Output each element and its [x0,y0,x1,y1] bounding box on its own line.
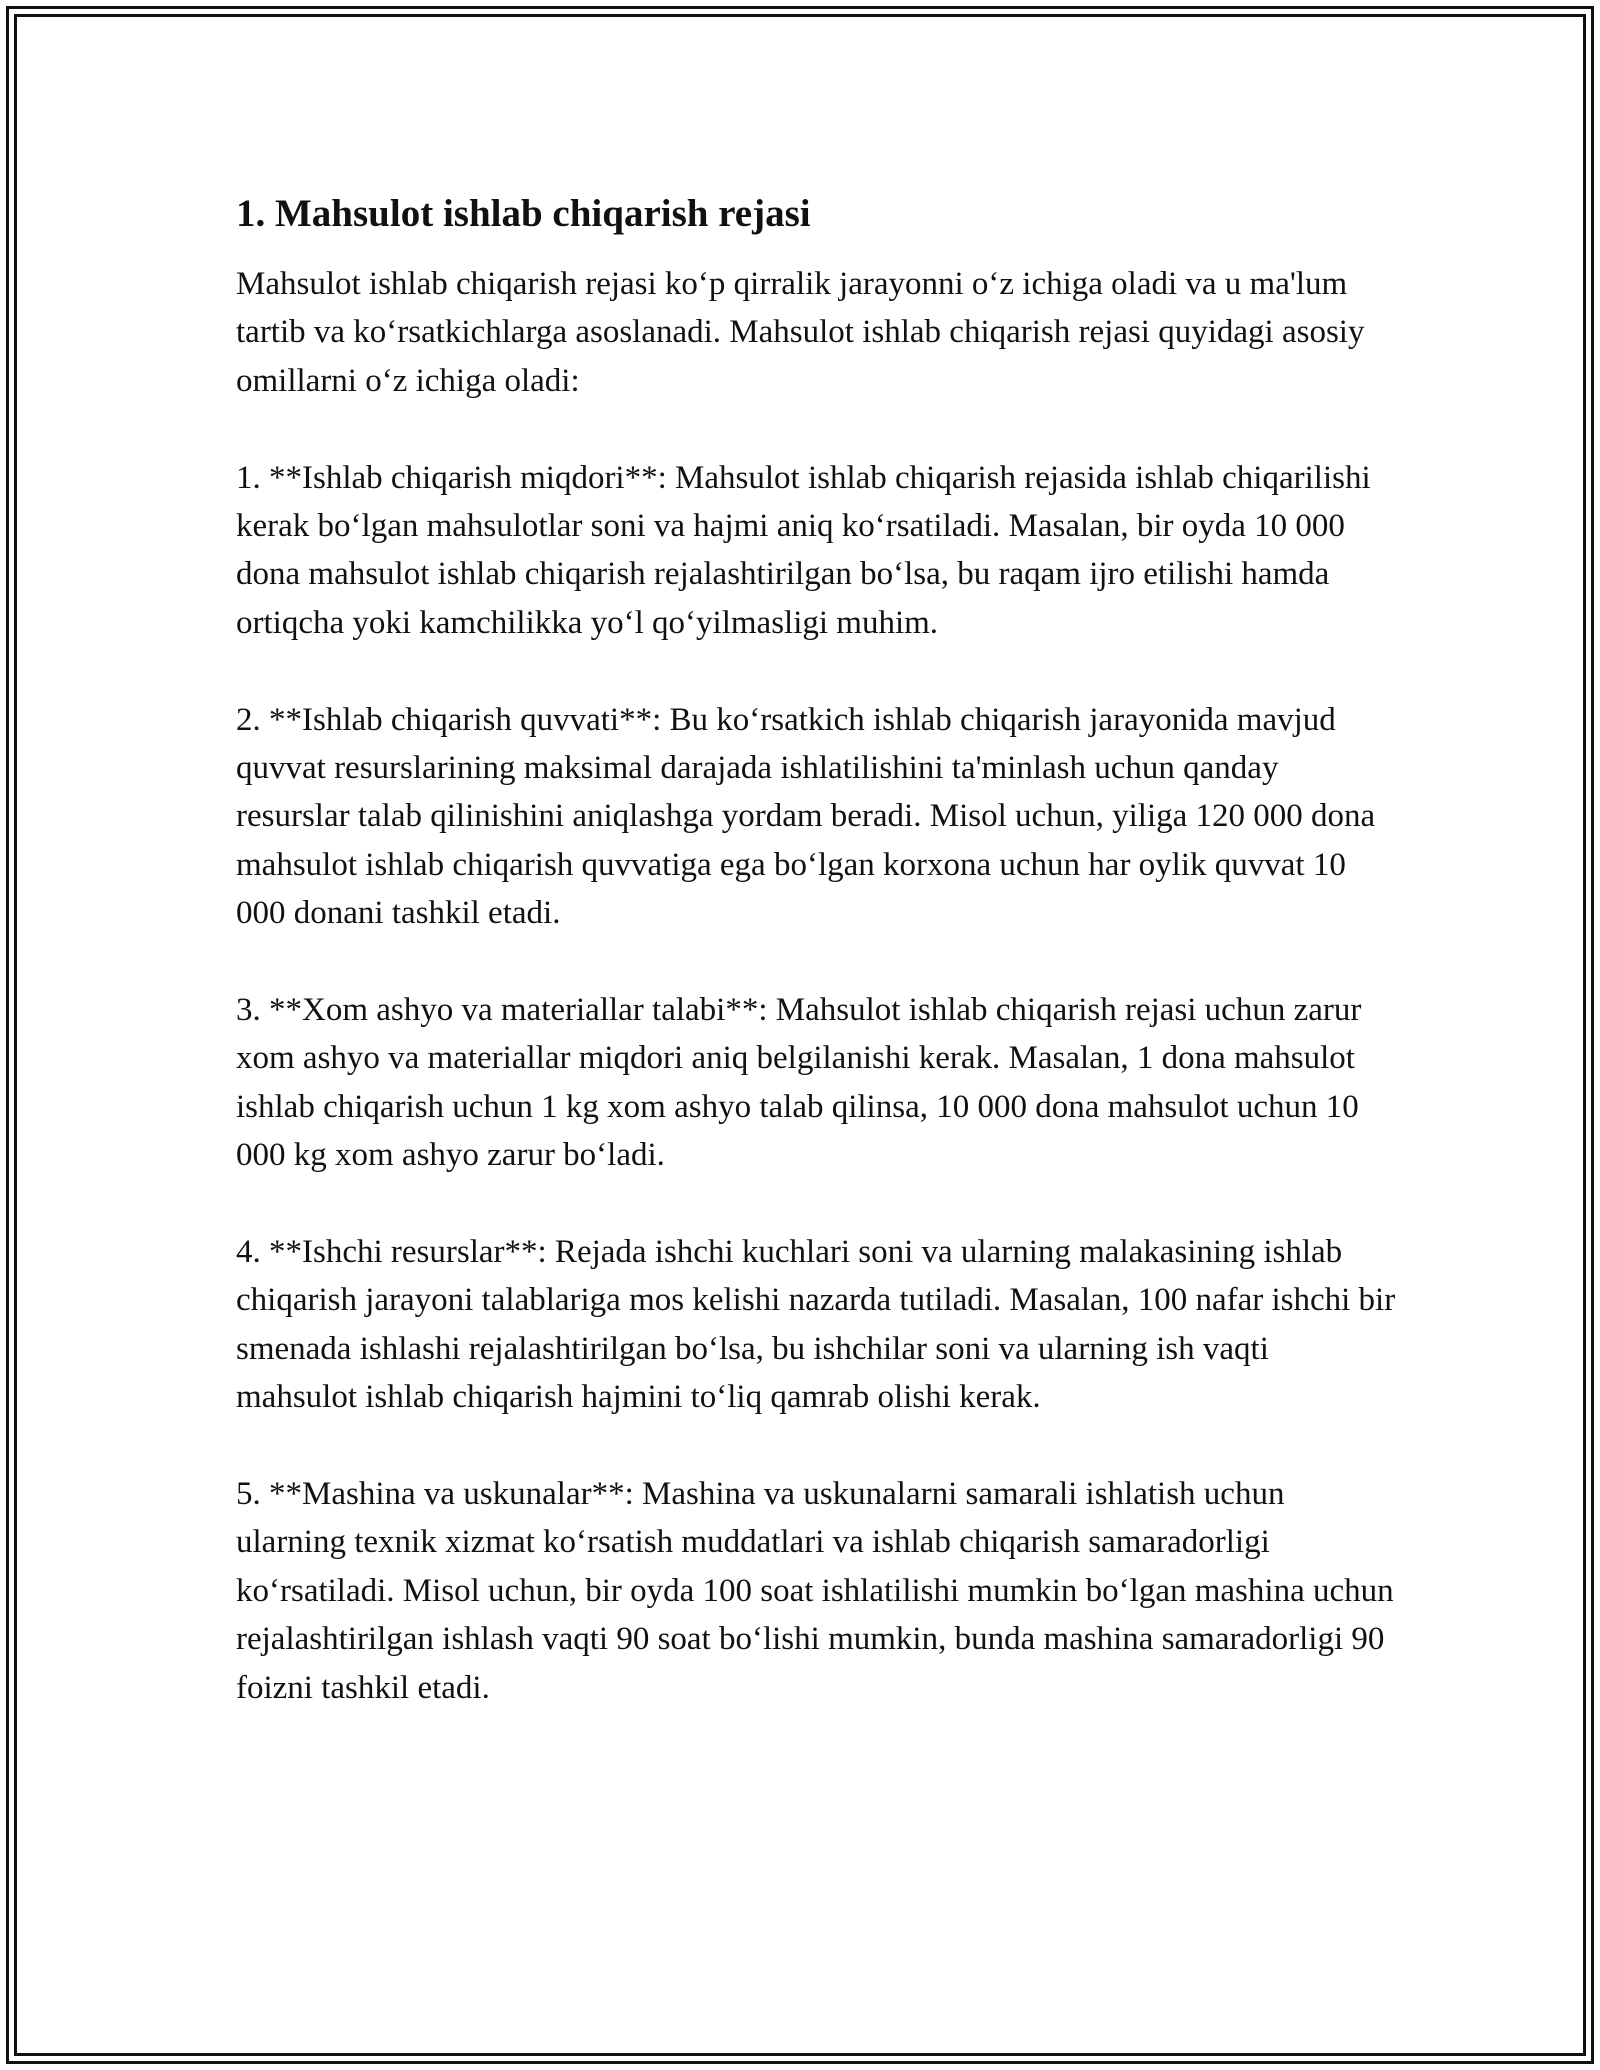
item-raw-materials: 3. **Xom ashyo va materiallar talabi**: Mahsulot ishlab chiqarish rejasi uchun zarur xom ashyo va materiallar miqdori aniq belgilanishi kerak. Masalan, 1 dona mahsulot ishlab chiqarish uchun 1 kg xom ashyo talab qilinsa, 10 000 dona mahsulot uchun 10 000 kg xom ashyo zarur bo‘ladi. [236,992,1362,1174]
item-machines-equipment: 5. **Mashina va uskunalar**: Mashina va uskunalarni samarali ishlatish uchun ularning texnik xizmat ko‘rsatish muddatlari va ishlab chiqarish samaradorligi ko‘rsatiladi. Misol uchun, bir oyda 100 soat ishlatilishi mumkin bo‘lgan mashina uchun rejalashtirilgan ishlash vaqti 90 soat bo‘lishi mumkin, bunda mashina samaradorligi 90 foizni tashkil etadi. [236,1476,1394,1706]
document-body [236,188,1396,1761]
item-production-capacity: 2. **Ishlab chiqarish quvvati**: Bu ko‘rsatkich ishlab chiqarish jarayonida mavjud quvvat resurslarining maksimal darajada ishlatilishini ta'minlash uchun qanday resurslar talab qilinishini aniqlashga yordam beradi. Misol uchun, yiliga 120 000 dona mahsulot ishlab chiqarish quvvatiga ega bo‘lgan korxona uchun har oylik quvvat 10 000 donani tashkil etadi. [236,701,1376,932]
item-labor-resources: 4. **Ishchi resurslar**: Rejada ishchi kuchlari soni va ularning malakasining ishlab chiqarish jarayoni talablariga mos kelishi nazarda tutiladi. Masalan, 100 nafar ishchi bir smenada ishlashi rejalashtirilgan bo‘lsa, bu ishchilar soni va ularning ish vaqti mahsulot ishlab chiqarish hajmini to‘liq qamrab olishi kerak. [236,1234,1396,1416]
section-title: 1. Mahsulot ishlab chiqarish rejasi [236,192,811,235]
item-production-quantity: 1. **Ishlab chiqarish miqdori**: Mahsulot ishlab chiqarish rejasida ishlab chiqarilishi kerak bo‘lgan mahsulotlar soni va hajmi aniq ko‘rsatiladi. Masalan, bir oyda 10 000 dona mahsulot ishlab chiqarish rejalashtirilgan bo‘lsa, bu raqam ijro etilishi hamda ortiqcha yoki kamchilikka yo‘l qo‘yilmasligi muhim. [236,459,1371,641]
intro-paragraph: Mahsulot ishlab chiqarish rejasi ko‘p qirralik jarayonni o‘z ichiga oladi va u ma'lum tartib va ko‘rsatkichlarga asoslanadi. Mahsulot ishlab chiqarish rejasi quyidagi asosiy omillarni o‘z ichiga oladi: [236,266,1365,399]
